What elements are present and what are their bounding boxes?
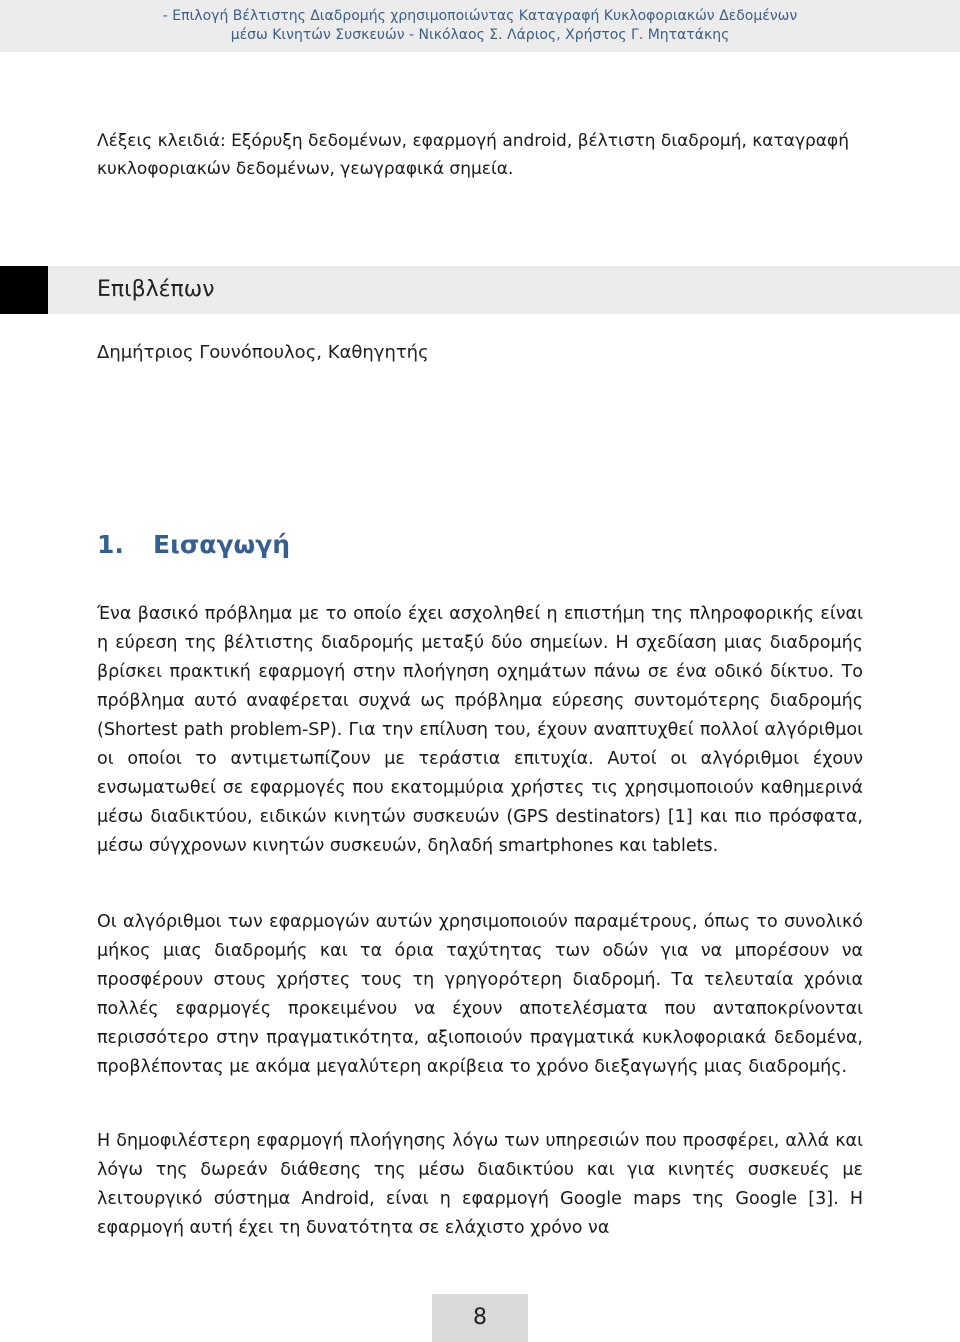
- body-paragraph-3: Η δημοφιλέστερη εφαρμογή πλοήγησης λόγω των υπηρεσιών που προσφέρει, αλλά και λόγω της δωρεάν διάθεσης της μέσω διαδικτύου και για κινητές συσκευές με λειτουργικό σύστημα Android, είναι η εφαρμογή Google maps της Google [3]. Η εφαρμογή αυτή έχει τη δυνατότητα σε ελάχιστο χρόνο να: [97, 1131, 863, 1238]
- supervisor-name: Δημήτριος Γουνόπουλος, Καθηγητής: [97, 342, 429, 363]
- section-title: Εισαγωγή: [153, 530, 291, 559]
- section-heading: [97, 528, 290, 562]
- running-header: [0, 0, 960, 52]
- section-number: 1.: [97, 530, 124, 559]
- page-number: 8: [432, 1294, 528, 1342]
- supervisor-title: Επιβλέπων: [97, 277, 215, 302]
- keywords-paragraph: Λέξεις κλειδιά: Εξόρυξη δεδομένων, εφαρμογή android, βέλτιστη διαδρομή, καταγραφή κυκλοφοριακών δεδομένων, γεωγραφικά σημεία.: [97, 131, 849, 179]
- supervisor-bar: [0, 266, 960, 314]
- running-header-line1: - Επιλογή Βέλτιστης Διαδρομής χρησιμοποιώντας Καταγραφή Κυκλοφοριακών Δεδομένων: [162, 8, 798, 24]
- body-paragraph-1: Ένα βασικό πρόβλημα με το οποίο έχει ασχοληθεί η επιστήμη της πληροφορικής είναι η εύρεση της βέλτιστης διαδρομής μεταξύ δύο σημείων. Η σχεδίαση μιας διαδρομής βρίσκει πρακτική εφαρμογή στην πλοήγηση οχημάτων πάνω σε ένα οδικό δίκτυο. Το πρόβλημα αυτό αναφέρεται συχνά ως πρόβλημα εύρεσης συντομότερης διαδρομής (Shortest path problem-SP). Για την επίλυση του, έχουν αναπτυχθεί πολλοί αλγόριθμοι οι οποίοι το αντιμετωπίζουν με τεράστια επιτυχία. Αυτοί οι αλγόριθμοι έχουν ενσωματωθεί σε εφαρμογές που εκατομμύρια χρήστες τις χρησιμοποιούν καθημερινά μέσω διαδικτύου, ειδικών κινητών συσκευών (GPS destinators) [1] και πιο πρόσφατα, μέσω σύγχρονων κινητών συσκευών, δηλαδή smartphones και tablets.: [97, 604, 863, 856]
- running-header-line2: μέσω Κινητών Συσκευών - Νικόλαος Σ. Λάριος, Χρήστος Γ. Μητατάκης: [230, 27, 730, 43]
- supervisor-marker-block: [0, 266, 48, 314]
- body-paragraph-2: Οι αλγόριθμοι των εφαρμογών αυτών χρησιμοποιούν παραμέτρους, όπως το συνολικό μήκος μιας διαδρομής και τα όρια ταχύτητας των οδών για να μπορέσουν να προσφέρουν στους χρήστες τους τη γρηγορότερη διαδρομή. Τα τελευταία χρόνια πολλές εφαρμογές προκειμένου να έχουν αποτελέσματα που ανταποκρίνονται περισσότερο στην πραγματικότητα, αξιοποιούν πραγματικά κυκλοφοριακά δεδομένα, προβλέποντας με ακόμα μεγαλύτερη ακρίβεια το χρόνο διεξαγωγής μιας διαδρομής.: [97, 912, 863, 1077]
